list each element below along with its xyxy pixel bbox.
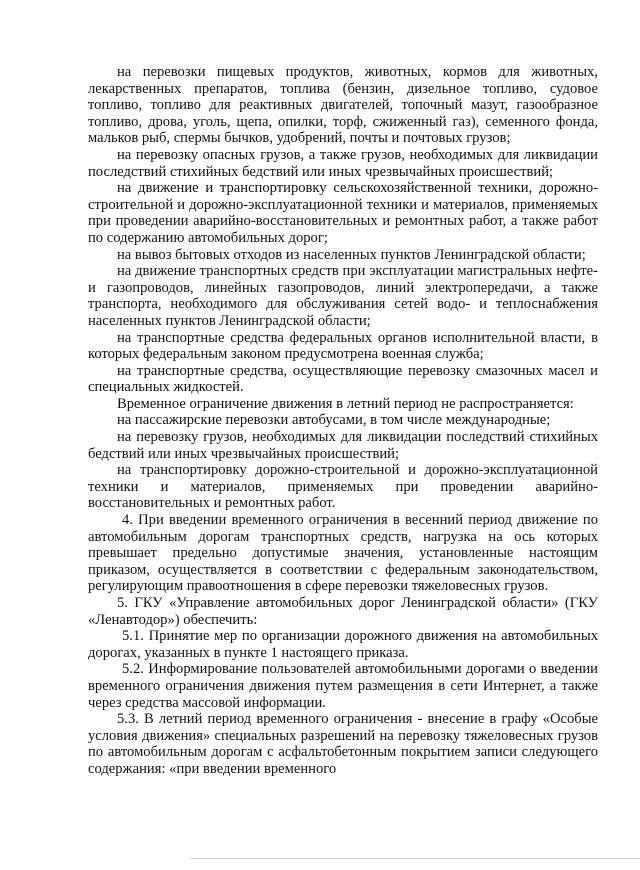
paragraph-federal-military-vehicles-exemption: на транспортные средства федеральных органов исполнительной власти, в которых федеральным законом предусмотрена военная служба; bbox=[88, 329, 598, 363]
paragraph-section-5-2: 5.2. Информирование пользователей автомобильными дорогами о введении временного ограничения движения путем размещения в сети Интернет, а также через средства массовой информации. bbox=[88, 661, 598, 711]
paragraph-dangerous-goods-exemption: на перевозку опасных грузов, а также грузов, необходимых для ликвидации последствий стихийных бедствий или иных чрезвычайных происшествий; bbox=[88, 146, 598, 180]
paragraph-food-fuel-exemption: на перевозки пищевых продуктов, животных, кормов для животных, лекарственных препаратов, топлива (бензин, дизельное топливо, судовое топливо, топливо для реактивных двигателей, топочный мазут, газообразное топливо, дрова, уголь, щепа, опилки, торф, сжиженный газ), семенного фонда, мальков рыб, спермы бычков, удобрений, почты и почтовых грузов; bbox=[88, 64, 598, 147]
paragraph-lubricants-exemption: на транспортные средства, осуществляющие перевозку смазочных масел и специальных жидкостей. bbox=[88, 362, 598, 396]
document-body bbox=[88, 64, 598, 778]
paragraph-passenger-buses-exemption: на пассажирские перевозки автобусами, в том числе международные; bbox=[117, 412, 551, 429]
paragraph-section-5-3: 5.3. В летний период временного ограничения - внесение в графу «Особые условия движения» специальных разрешений на перевозку тяжеловесных грузов по автомобильным дорогам с асфальтобетонным покрытием записи следующего содержания: «при введении временного bbox=[88, 711, 598, 777]
paragraph-section-5-1: 5.1. Принятие мер по организации дорожного движения на автомобильных дорогах, указанных в пункте 1 настоящего приказа. bbox=[88, 628, 598, 661]
paragraph-road-machinery-transport-exemption: на транспортировку дорожно-строительной и дорожно-эксплуатационной техники и материалов, применяемых при проведении аварийно-восстановительных и ремонтных работ. bbox=[88, 462, 598, 512]
paragraph-section-5: 5. ГКУ «Управление автомобильных дорог Ленинградской области» (ГКУ «Ленавтодор») обеспечить: bbox=[88, 595, 598, 628]
paragraph-household-waste-exemption: на вывоз бытовых отходов из населенных пунктов Ленинградской области; bbox=[117, 246, 586, 263]
paragraph-pipelines-power-lines-exemption: на движение транспортных средств при эксплуатации магистральных нефте- и газопроводов, линейных газопроводов, линий электропередачи, а также транспорта, необходимого для обслуживания сетей водо- и теплоснабжения населенных пунктов Ленинградской области; bbox=[88, 263, 598, 329]
paragraph-summer-restriction-intro: Временное ограничение движения в летний период не распространяется: bbox=[117, 395, 574, 412]
page-bottom-divider bbox=[190, 858, 640, 859]
paragraph-disaster-cargo-exemption: на перевозку грузов, необходимых для ликвидации последствий стихийных бедствий или иных чрезвычайных происшествий; bbox=[88, 429, 598, 462]
paragraph-agricultural-road-machinery-exemption: на движение и транспортировку сельскохозяйственной техники, дорожно-строительной и дорожно-эксплуатационной техники и материалов, применяемых при проведении аварийно-восстановительных и ремонтных работ, а также работ по содержанию автомобильных дорог; bbox=[88, 180, 598, 246]
paragraph-section-4: 4. При введении временного ограничения в весенний период движение по автомобильным дорогам транспортных средств, нагрузка на ось которых превышает предельно допустимые значения, установленные настоящим приказом, осуществляется в соответствии с федеральным законодательством, регулирующим правоотношения в сфере перевозки тяжеловесных грузов. bbox=[88, 512, 598, 595]
